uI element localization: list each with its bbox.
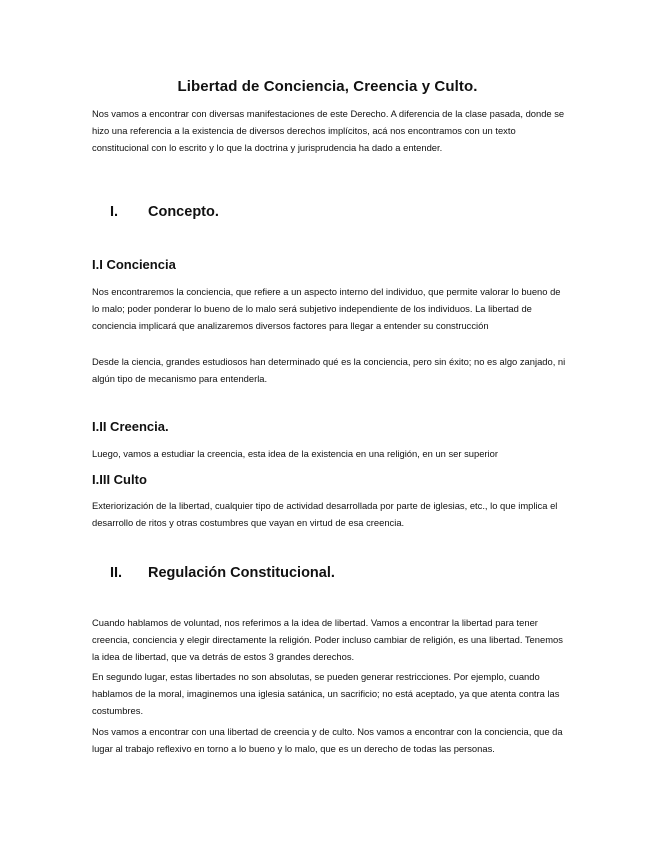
subheading-culto: I.III Culto xyxy=(92,472,147,487)
regulacion-paragraph-1: Cuando hablamos de voluntad, nos referimos a la idea de libertad. Vamos a encontrar la libertad para tener creencia, conciencia y elegir directamente la religión. Poder incluso cambiar de religión, es una libertad. Tenemos la idea de libertad, que va detrás de estos 3 grandes derechos. xyxy=(92,617,563,662)
section-title: Concepto. xyxy=(148,204,219,220)
conciencia-paragraph-2: Desde la ciencia, grandes estudiosos han determinado qué es la conciencia, pero sin éxito; no es algo zanjado, ni algún tipo de mecanismo para entenderla. xyxy=(92,356,566,384)
conciencia-paragraph-1: Nos encontraremos la conciencia, que refiere a un aspecto interno del individuo, que permite valorar lo bueno de lo malo; poder ponderar lo bueno de lo malo será subjetivo independiente de los individuos. La libertad de conciencia implicará que analizaremos diversos factores para llegar a entender su construcción xyxy=(92,286,561,331)
subheading-creencia: I.II Creencia. xyxy=(92,419,169,434)
regulacion-paragraph-3: Nos vamos a encontrar con una libertad de creencia y de culto. Nos vamos a encontrar con la conciencia, que da lugar al trabajo reflexivo en torno a lo bueno y lo malo, que es un derecho de todas las personas. xyxy=(92,726,563,754)
culto-paragraph: Exteriorización de la libertad, cualquier tipo de actividad desarrollada por parte de iglesias, etc., lo que implica el desarrollo de ritos y otras costumbres que vayan en virtud de esa creencia. xyxy=(92,500,558,528)
section-heading-concepto xyxy=(110,204,219,220)
subheading-conciencia: I.I Conciencia xyxy=(92,257,176,272)
section-number: I. xyxy=(110,204,119,220)
intro-paragraph: Nos vamos a encontrar con diversas manifestaciones de este Derecho. A diferencia de la clase pasada, donde se hizo una referencia a la existencia de diversos derechos implícitos, acá nos encontramos con un texto constitucional con lo escrito y lo que la doctrina y jurisprudencia ha dado a entender. xyxy=(92,108,565,153)
section-title: Regulación Constitucional. xyxy=(148,565,335,581)
creencia-paragraph: Luego, vamos a estudiar la creencia, esta idea de la existencia en una religión, en un ser superior xyxy=(92,448,498,459)
section-number: II. xyxy=(110,565,123,581)
page-title: Libertad de Conciencia, Creencia y Culto. xyxy=(177,78,478,95)
section-heading-regulacion xyxy=(110,565,335,581)
regulacion-paragraph-2: En segundo lugar, estas libertades no son absolutas, se pueden generar restricciones. Por ejemplo, cuando hablamos de la moral, imaginemos una iglesia satánica, un sacrificio; no está aceptado, ya que atenta contra las costumbres. xyxy=(92,671,560,716)
